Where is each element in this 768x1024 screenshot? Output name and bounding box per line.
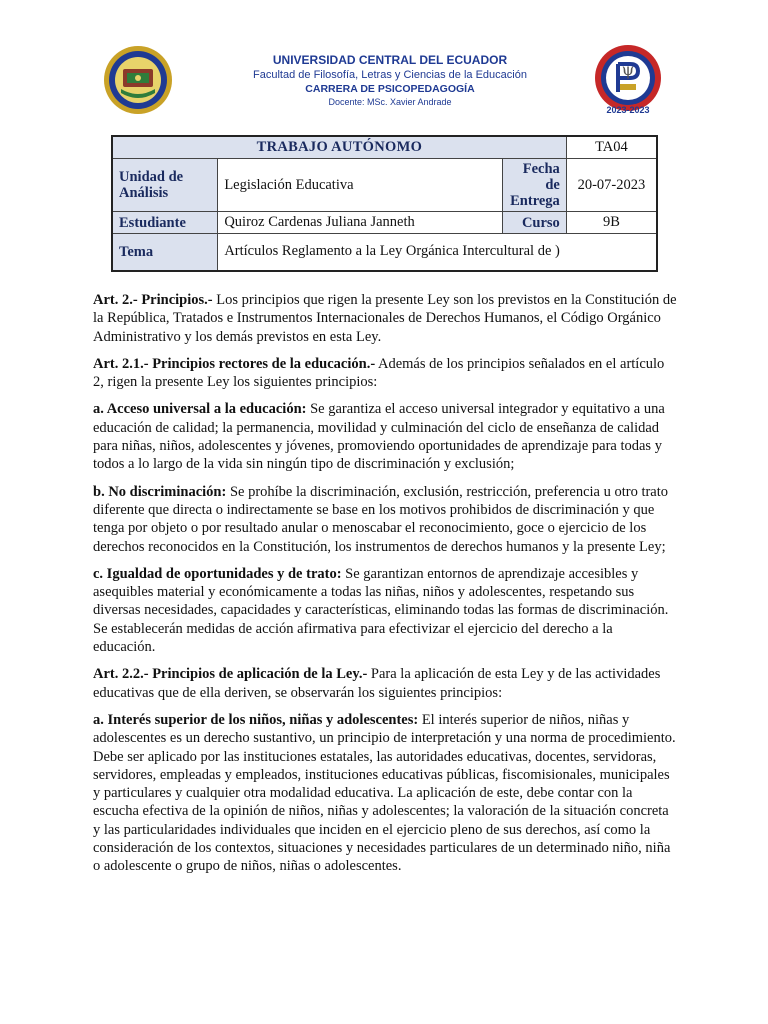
svg-text:ψ: ψ (621, 60, 635, 79)
paragraph-text: Para la aplicación de esta Ley y de las actividades educativas que de ella deriven, se observarán los siguientes principios: (93, 666, 661, 701)
table-title-row (112, 136, 657, 159)
paragraph-non-discrimination (93, 483, 678, 556)
paragraph-text: Se garantiza el acceso universal integrador y equitativo a una educación de calidad; la permanencia, movilidad y culminación del ciclo de enseñanza de calidad para niñas, niños, adolescentes y jóvenes, promoviendo oportunidades de aprendizaje para todas y todos a lo largo de la vida sin ningún tipo de discriminación y exclusión; (93, 401, 665, 473)
paragraph-art-2-1 (93, 355, 678, 392)
document-body (93, 291, 678, 885)
paragraph-text: El interés superior de niños, niñas y adolescentes es un derecho sustantivo, un principio de interpretación y una norma de procedimiento. Debe ser aplicado por las instituciones estatales, las autoridades educativas, docentes, servidoras, servidores, empleadas y empleados, instituciones educativas públicas, fiscomisionales, municipales y particulares y cualquier otra modalidad educativa. La aplicación de este, debe contar con la escucha efectiva de la opinión de niños, niñas y adolescentes; la valoración de la situación concreta y las particularidades individuales que inciden en el ejercicio pleno de sus derechos, así como la consideración de los contextos, situaciones y necesidades particulares de un determinado niño, niña o adolescente o grupo de niños, niñas o adolescentes. (93, 711, 676, 875)
paragraph-art-2-2 (93, 665, 678, 702)
course-label: Curso (502, 212, 566, 234)
table-title: TRABAJO AUTÓNOMO (112, 136, 566, 159)
paragraph-text: Además de los principios señalados en el artículo 2, rigen la presente Ley los siguientes principios: (93, 355, 665, 391)
paragraph-heading: b. No discriminación: (93, 483, 227, 500)
student-label: Estudiante (112, 212, 218, 234)
assignment-info-table (111, 135, 658, 272)
student-value: Quiroz Cardenas Juliana Janneth (218, 212, 503, 234)
career-seal-year: 2023-2023 (606, 105, 650, 115)
paragraph-heading: a. Interés superior de los niños, niñas y adolescentes: (93, 711, 419, 728)
paragraph-heading: Art. 2.2.- Principios de aplicación de la Ley.- (93, 666, 368, 683)
paragraph-best-interest (93, 711, 678, 876)
paragraph-heading: c. Igualdad de oportunidades y de trato: (93, 565, 342, 582)
paragraph-heading: Art. 2.- Principios.- (93, 292, 213, 308)
paragraph-text: Los principios que rigen la presente Ley son los previstos en la Constitución de la República, Tratados e Instrumentos Internacionales de Derechos Humanos, el Código Orgánico Administrativo y los demás previstos en esta Ley. (93, 292, 677, 345)
paragraph-text: Se garantizan entornos de aprendizaje accesibles y asequibles material y económicamente a todas las niñas, niños y adolescentes, respetando sus diversas necesidades, capacidades y características, eliminando todas las formas de discriminación. Se establecerán medidas de acción afirmativa para efectivizar el ejercicio del derecho a la educación. (93, 565, 669, 656)
career-seal-icon (594, 44, 662, 112)
university-name: UNIVERSIDAD CENTRAL DEL ECUADOR (272, 53, 508, 67)
career-name: CARRERA DE PSICOPEDAGOGÍA (305, 83, 475, 95)
unit-value: Legislación Educativa (218, 159, 503, 212)
paragraph-universal-access (93, 400, 678, 473)
topic-value: Artículos Reglamento a la Ley Orgánica Intercultural de ) (218, 234, 657, 271)
table-row (112, 159, 657, 212)
unit-label: Unidad de Análisis (112, 159, 218, 212)
date-label: Fecha de Entrega (502, 159, 566, 212)
university-seal-icon (103, 45, 173, 115)
paragraph-equal-opportunity (93, 565, 678, 656)
table-row (112, 234, 657, 271)
teacher-name: Docente: MSc. Xavier Andrade (328, 97, 452, 107)
topic-label: Tema (112, 234, 218, 271)
paragraph-art-2 (93, 291, 678, 346)
table-row (112, 212, 657, 234)
course-value: 9B (566, 212, 657, 234)
paragraph-text: Se prohíbe la discriminación, exclusión, restricción, preferencia u otro trato diferente que directa o indirectamente se base en los motivos prohibidos de discriminación y que tenga por objeto o por resultado anular o menoscabar el reconocimiento, goce o ejercicio de los derechos reconocidos en la Constitución, los instrumentos de derechos humanos y la presente Ley; (93, 483, 669, 555)
paragraph-heading: Art. 2.1.- Principios rectores de la educación.- (93, 355, 376, 372)
paragraph-heading: a. Acceso universal a la educación: (93, 401, 307, 418)
institution-header (190, 53, 590, 109)
assignment-code: TA04 (566, 136, 657, 159)
faculty-name: Facultad de Filosofía, Letras y Ciencias de la Educación (253, 69, 527, 81)
date-value: 20-07-2023 (566, 159, 657, 212)
